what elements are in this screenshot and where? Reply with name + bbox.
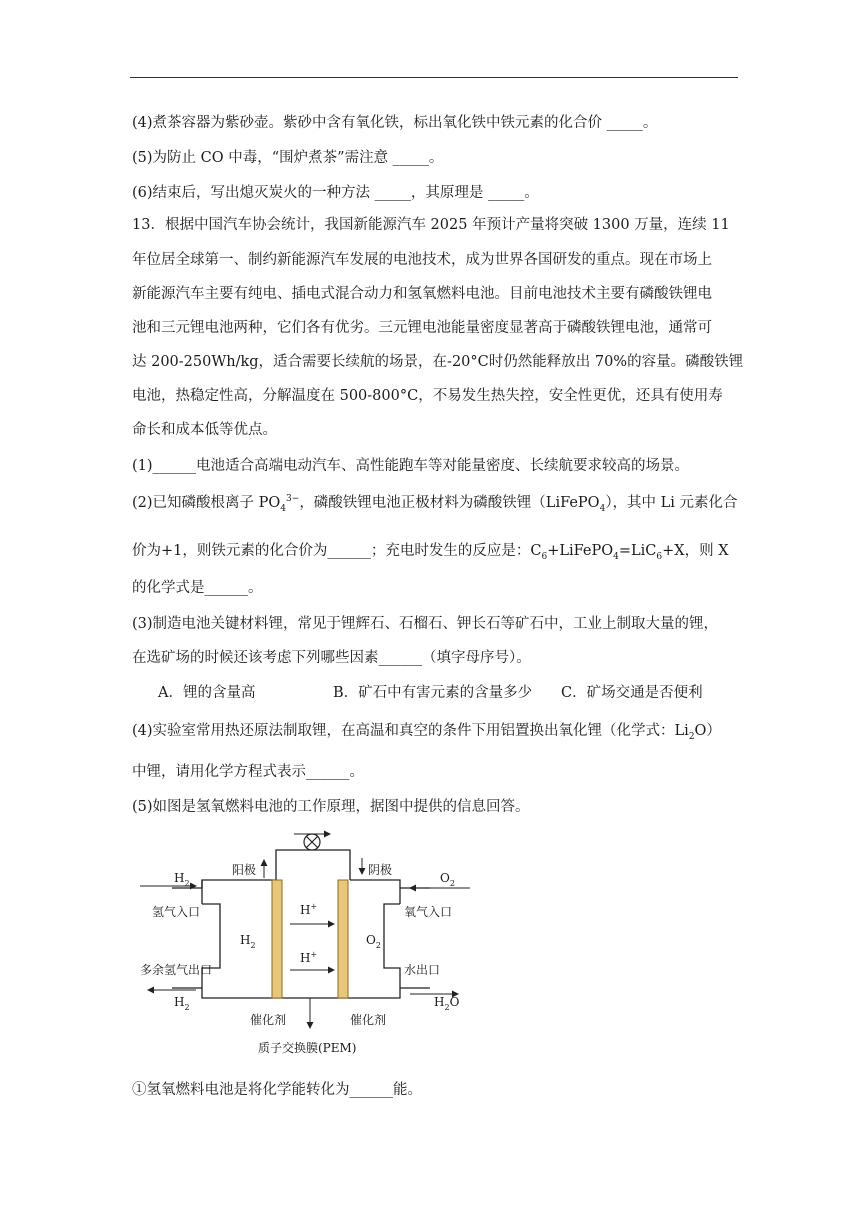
svg-text:O2: $O_2$ xyxy=(366,933,381,950)
q13-line-4: 池和三元锂电池两种，它们各有优劣。三元锂电池能量密度显著高于磷酸铁锂电池，通常可 xyxy=(132,320,712,336)
option-a: A．锂的含量高 xyxy=(158,685,256,701)
catalyst-right-label: 催化剂 xyxy=(350,1013,387,1027)
svg-text:H+: H+ xyxy=(300,950,318,965)
sub-question-5: (5)如图是氢氧燃料电池的工作原理，据图中提供的信息回答。 xyxy=(132,799,530,815)
option-c: C．矿场交通是否便利 xyxy=(561,685,703,701)
svg-text:H2: $H_2$ xyxy=(174,871,190,888)
svg-text:O2: $O_2$ xyxy=(440,871,455,888)
fuel-cell-diagram xyxy=(140,828,480,1068)
cathode-electrode xyxy=(338,880,348,998)
sub-question-2-line-2: 价为+1，则铁元素的化合价为______；充电时发生的反应是：$C_6+LiFePO_4=LiC_6+X$，则 X xyxy=(132,543,729,562)
sub-question-1: (1)______电池适合高端电动汽车、高性能跑车等对能量密度、长续航要求较高的场景。 xyxy=(132,458,690,474)
water-outlet-label: 水出口 xyxy=(404,963,441,977)
q13-line-3: 新能源汽车主要有纯电、插电式混合动力和氢氧燃料电池。目前电池技术主要有磷酸铁锂电 xyxy=(132,286,712,302)
question-6: (6)结束后，写出熄灭炭火的一种方法 _____，其原理是 _____。 xyxy=(132,185,539,201)
oxygen-inlet-label: 氧气入口 xyxy=(404,905,453,919)
q13-line-1: 13．根据中国汽车协会统计，我国新能源汽车 2025 年预计产量将突破 1300 万量，连续 11 xyxy=(132,217,730,233)
sub-question-4-line-2: 中锂，请用化学方程式表示______。 xyxy=(132,764,364,780)
cathode-label: 阴极 xyxy=(368,863,393,877)
sub-question-5-part-1: ①氢氧燃料电池是将化学能转化为______能。 xyxy=(132,1082,422,1098)
cell-bottom-wall xyxy=(202,988,400,998)
question-5: (5)为防止 CO 中毒，“围炉煮茶”需注意 _____。 xyxy=(132,150,444,166)
q13-line-2: 年位居全球第一、制约新能源汽车发展的电池技术，成为世界各国研发的重点。现在市场上 xyxy=(132,252,712,268)
svg-text:H2O: $H_2O$ xyxy=(434,995,460,1012)
anode-label: 阳极 xyxy=(232,863,257,877)
q13-line-7: 命长和成本低等优点。 xyxy=(132,422,277,438)
question-4: (4)煮茶容器为紫砂壶。紫砂中含有氧化铁，标出氧化铁中铁元素的化合价 _____。 xyxy=(132,115,658,131)
hydrogen-inlet-label: 氢气入口 xyxy=(152,905,201,919)
sub-question-3-line-1: (3)制造电池关键材料锂，常见于锂辉石、石榴石、钾长石等矿石中，工业上制取大量的锂， xyxy=(132,616,719,632)
svg-text:H+: H+ xyxy=(300,902,318,917)
sub-question-2-line-1: (2)已知磷酸根离子 $PO_4^{3-}$，磷酸铁锂电池正极材料为磷酸铁锂（LiFePO$_4$），其中 Li 元素化合 xyxy=(132,494,738,514)
header-rule xyxy=(130,77,738,78)
svg-text:H2: $H_2$ xyxy=(240,933,256,950)
anode-electrode xyxy=(272,880,282,998)
svg-text:H2: $H_2$ xyxy=(174,995,190,1012)
sub-question-2-line-3: 的化学式是______。 xyxy=(132,580,263,596)
circuit-wire xyxy=(276,850,350,880)
sub-question-3-line-2: 在选矿场的时候还该考虑下列哪些因素______（填字母序号）。 xyxy=(132,650,531,666)
q13-line-5: 达 200-250Wh/kg，适合需要长续航的场景，在-20°C时仍然能释放出 70%的容量。磷酸铁锂 xyxy=(132,354,744,370)
pem-label: 质子交换膜(PEM) xyxy=(258,1041,357,1055)
q13-line-6: 电池，热稳定性高，分解温度在 500-800°C，不易发生热失控，安全性更优，还具有使用寿 xyxy=(132,388,723,404)
cathode-top-wall xyxy=(350,880,400,888)
sub-question-4-line-1: (4)实验室常用热还原法制取锂，在高温和真空的条件下用铝置换出氧化锂（化学式：$Li_2O$） xyxy=(132,723,721,742)
option-b: B．矿石中有害元素的含量多少 xyxy=(333,685,533,701)
lamp-icon xyxy=(304,834,320,850)
catalyst-left-label: 催化剂 xyxy=(250,1013,287,1027)
excess-hydrogen-outlet-label: 多余氢气出口 xyxy=(140,963,213,977)
anode-top-wall xyxy=(202,880,276,888)
